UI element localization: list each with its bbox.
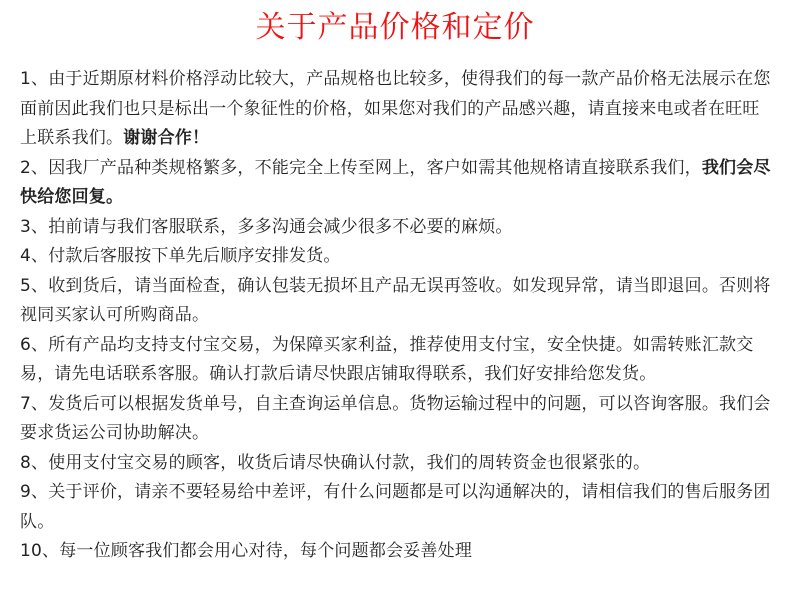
notice-item-8: 8、使用支付宝交易的顾客，收货后请尽快确认付款，我们的周转资金也很紧张的。 [20,452,651,473]
page-title: 关于产品价格和定价 [255,10,535,45]
notice-item-text: 2、因我厂产品种类规格繁多，不能完全上传至网上，客户如需其他规格请直接联系我们， [20,157,702,178]
notice-item-text: 1、由于近期原材料价格浮动比较大，产品规格也比较多，使得我们的每一款产品价格无法展示在您面前因此我们也只是标出一个象征性的价格，如果您对我们的产品感兴趣，请直接来电或者在旺旺上联系我们。 [20,69,771,148]
notice-item-3: 3、拍前请与我们客服联系，多多沟通会减少很多不必要的麻烦。 [20,216,513,237]
notice-item-4: 4、付款后客服按下单先后顺序安排发货。 [20,246,341,266]
notice-item-2 [20,154,772,213]
notice-list [20,65,772,567]
notice-item-emphasis: 谢谢合作！ [123,128,210,148]
notice-item-7: 7、发货后可以根据发货单号，自主查询运单信息。货物运输过程中的问题，可以咨询客服。我们会要求货运公司协助解决。 [20,393,771,443]
notice-item-9: 9、关于评价，请亲不要轻易给中差评，有什么问题都是可以沟通解决的，请相信我们的售后服务团队。 [20,482,771,532]
notice-item-emphasis: 我们会尽快给您回复。 [20,157,771,207]
notice-item-6: 6、所有产品均支持支付宝交易，为保障买家利益，推荐使用支付宝，安全快捷。如需转账汇款交易，请先电话联系客服。确认打款后请尽快跟店铺取得联系，我们好安排给您发货。 [20,334,754,384]
notice-item-10: 10、每一位顾客我们都会用心对待，每个问题都会妥善处理 [20,541,473,561]
notice-item-5: 5、收到货后，请当面检查，确认包装无损坏且产品无误再签收。如发现异常，请当即退回。否则将视同买家认可所购商品。 [20,275,771,325]
notice-item-1 [20,65,772,154]
